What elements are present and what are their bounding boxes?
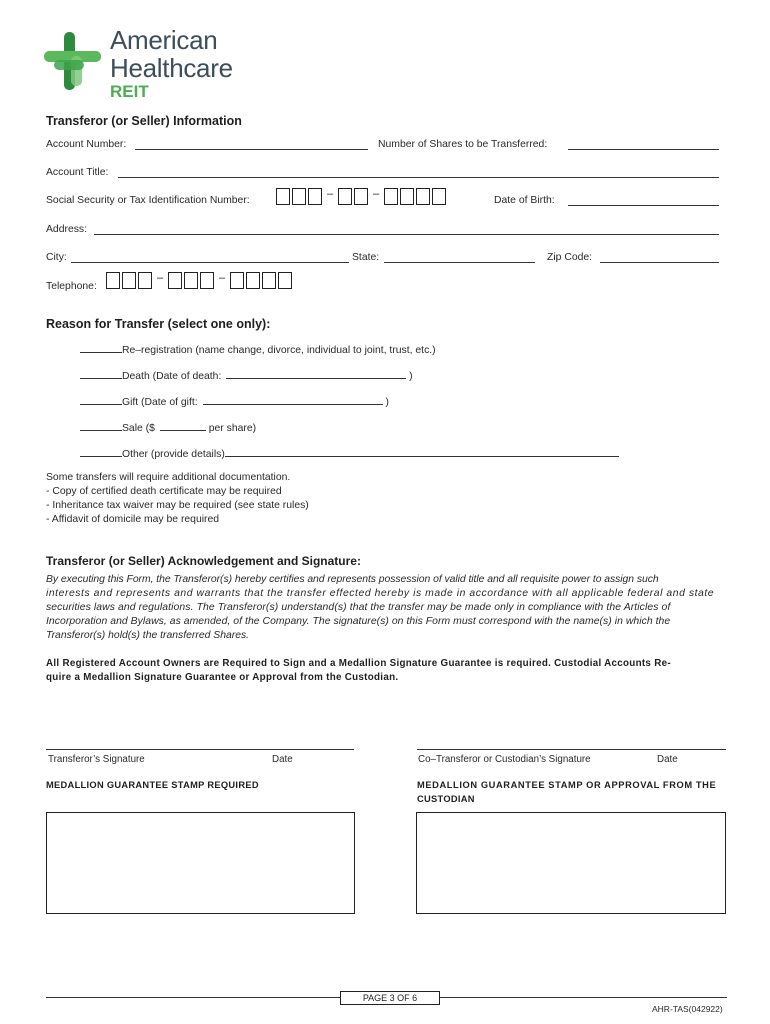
account-title-field[interactable] [118, 177, 719, 178]
logo-cross-icon [44, 32, 104, 92]
reason-option-gift[interactable] [80, 394, 389, 408]
phone-digit-box[interactable] [278, 272, 292, 289]
reason-option-death[interactable] [80, 368, 413, 382]
notes-intro: Some transfers will require additional documentation. [46, 472, 291, 483]
option-check-blank[interactable] [80, 420, 122, 431]
note-item: - Affidavit of domicile may be required [46, 514, 220, 525]
ssn-digit-box[interactable] [384, 188, 398, 205]
ssn-separator: – [372, 188, 380, 200]
option-label: Gift (Date of gift: [122, 397, 198, 408]
phone-separator: – [218, 272, 226, 284]
other-details-field[interactable] [225, 446, 619, 457]
acknowledgement-body [46, 573, 726, 643]
option-check-blank[interactable] [80, 446, 122, 457]
account-number-label: Account Number: [46, 139, 127, 150]
acknowledgement-title: Transferor (or Seller) Acknowledgement and Signature: [46, 554, 361, 568]
close-paren: ) [385, 397, 389, 408]
option-label: Other (provide details) [122, 449, 225, 460]
ack-line: Transferor(s) hold(s) the transferred Shares. [46, 630, 250, 641]
logo-line3: REIT [110, 82, 149, 101]
transferor-signature-label: Transferor’s Signature [48, 754, 145, 765]
option-label: Sale ($ [122, 423, 155, 434]
ack-line: interests and represents and warrants that the transfer effected hereby is made in accordance with all applicable federal and state [46, 588, 715, 599]
dob-label: Date of Birth: [494, 195, 555, 206]
phone-digit-box[interactable] [106, 272, 120, 289]
requirement-line: quire a Medallion Signature Guarantee or Approval from the Custodian. [46, 672, 399, 683]
sale-price-field[interactable] [160, 420, 206, 431]
transferor-info-title: Transferor (or Seller) Information [46, 114, 242, 128]
ack-line: securities laws and regulations. The Transferor(s) understand(s) that the transfer may be made only in compliance with the Articles of [46, 602, 671, 613]
ssn-label: Social Security or Tax Identification Number: [46, 195, 250, 206]
option-label: Death (Date of death: [122, 371, 222, 382]
transferor-signature-line[interactable] [46, 749, 354, 750]
logo-line2: Healthcare [110, 53, 233, 83]
transferor-date-label: Date [272, 754, 293, 765]
ssn-boxes[interactable] [276, 188, 448, 205]
phone-digit-box[interactable] [184, 272, 198, 289]
ssn-digit-box[interactable] [400, 188, 414, 205]
city-label: City: [46, 252, 67, 263]
ack-line: By executing this Form, the Transferor(s) hereby certifies and represents possession of valid title and all requisite power to assign such [46, 574, 659, 585]
ssn-separator: – [326, 188, 334, 200]
per-share-label: per share) [208, 423, 257, 434]
address-field[interactable] [94, 234, 719, 235]
ssn-digit-box[interactable] [276, 188, 290, 205]
right-stamp-label [417, 779, 727, 806]
form-code: AHR-TAS(042922) [652, 1004, 723, 1014]
shares-field[interactable] [568, 149, 719, 150]
right-stamp-line1: MEDALLION GUARANTEE STAMP OR APPROVAL FROM THE [417, 780, 717, 790]
co-transferor-date-label: Date [657, 754, 678, 765]
shares-label: Number of Shares to be Transferred: [378, 139, 548, 150]
ssn-digit-box[interactable] [354, 188, 368, 205]
telephone-label: Telephone: [46, 281, 97, 292]
note-item: - Copy of certified death certificate may be required [46, 486, 282, 497]
account-number-field[interactable] [135, 149, 368, 150]
option-check-blank[interactable] [80, 394, 122, 405]
phone-digit-box[interactable] [138, 272, 152, 289]
requirement-line: All Registered Account Owners are Required to Sign and a Medallion Signature Guarantee is required. Custodial Accounts Re- [46, 658, 671, 669]
phone-digit-box[interactable] [122, 272, 136, 289]
ssn-digit-box[interactable] [292, 188, 306, 205]
phone-digit-box[interactable] [262, 272, 276, 289]
zip-label: Zip Code: [547, 252, 593, 263]
signature-requirement [46, 657, 736, 685]
state-field[interactable] [384, 262, 535, 263]
dob-field[interactable] [568, 205, 719, 206]
state-label: State: [352, 252, 380, 263]
ssn-digit-box[interactable] [338, 188, 352, 205]
reason-option-reregistration[interactable] [80, 342, 436, 356]
telephone-boxes[interactable] [106, 272, 294, 289]
close-paren: ) [409, 371, 413, 382]
reason-option-sale[interactable] [80, 420, 256, 434]
ack-line: Incorporation and Bylaws, as amended, of the Company. The signature(s) on this Form must correspond with the name(s) in which the [46, 616, 671, 627]
option-check-blank[interactable] [80, 368, 122, 379]
option-check-blank[interactable] [80, 342, 122, 353]
address-label: Address: [46, 224, 88, 235]
right-stamp-line2: CUSTODIAN [417, 793, 475, 804]
co-transferor-signature-line[interactable] [417, 749, 726, 750]
city-field[interactable] [71, 262, 349, 263]
left-medallion-stamp-box[interactable] [46, 812, 355, 914]
phone-digit-box[interactable] [200, 272, 214, 289]
ssn-digit-box[interactable] [416, 188, 430, 205]
zip-field[interactable] [600, 262, 719, 263]
phone-separator: – [156, 272, 164, 284]
left-stamp-label: MEDALLION GUARANTEE STAMP REQUIRED [46, 780, 259, 790]
note-item: - Inheritance tax waiver may be required (see state rules) [46, 500, 309, 511]
reason-option-other[interactable] [80, 446, 619, 460]
account-title-label: Account Title: [46, 167, 109, 178]
phone-digit-box[interactable] [230, 272, 244, 289]
gift-date-field[interactable] [203, 394, 383, 405]
logo [44, 25, 244, 101]
right-medallion-stamp-box[interactable] [416, 812, 726, 914]
ssn-digit-box[interactable] [308, 188, 322, 205]
phone-digit-box[interactable] [168, 272, 182, 289]
option-label: Re–registration (name change, divorce, individual to joint, trust, etc.) [122, 345, 436, 356]
co-transferor-signature-label: Co–Transferor or Custodian’s Signature [418, 754, 591, 765]
death-date-field[interactable] [226, 368, 406, 379]
ssn-digit-box[interactable] [432, 188, 446, 205]
phone-digit-box[interactable] [246, 272, 260, 289]
page-number: PAGE 3 OF 6 [340, 991, 440, 1005]
documentation-notes [46, 471, 309, 527]
logo-line1: American [110, 25, 218, 55]
reason-title: Reason for Transfer (select one only): [46, 317, 271, 331]
